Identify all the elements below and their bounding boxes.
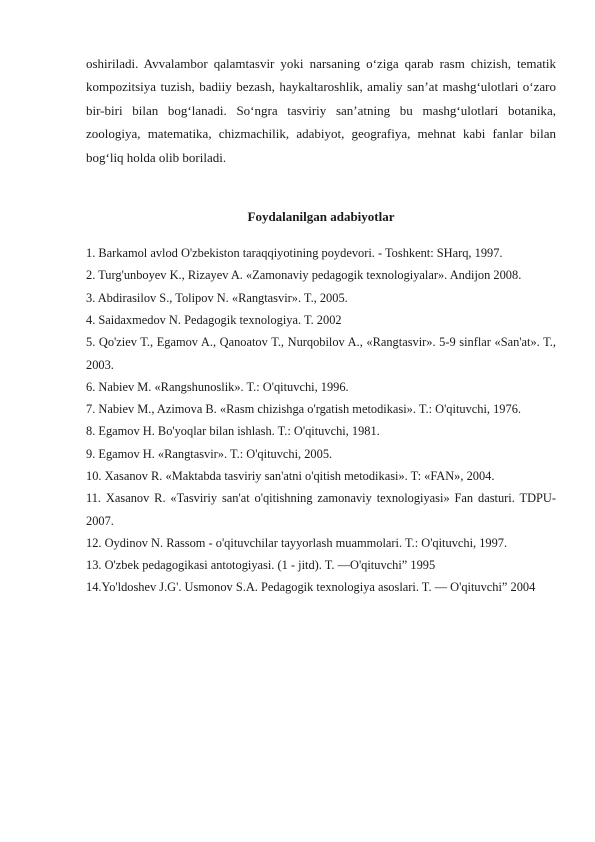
reference-item: 5. Qo'ziev T., Egamov A., Qanoatov T., Nurqobilov A., «Rangtasvir». 5-9 sinflar «San'at». T., 2003. bbox=[86, 335, 556, 372]
reference-item: 10. Xasanov R. «Maktabda tasviriy san'atni o'qitish metodikasi». T: «FAN», 2004. bbox=[86, 469, 495, 483]
reference-item: 9. Egamov H. «Rangtasvir». T.: O'qituvchi, 2005. bbox=[86, 446, 333, 461]
reference-item: 3. Abdirasilov S., Tolipov N. «Rangtasvir». T., 2005. bbox=[86, 290, 348, 305]
reference-item: 2. Turg'unboyev K., Rizayev A. «Zamonaviy pedagogik texnologiyalar». Andijon 2008. bbox=[86, 268, 522, 283]
reference-item: 8. Egamov H. Bo'yoqlar bilan ishlash. T.: O'qituvchi, 1981. bbox=[86, 424, 380, 439]
reference-item: 11. Xasanov R. «Tasviriy san'at o'qitishning zamonaviy texnologiyasi» Fan dasturi. TDPU- 2007. bbox=[86, 491, 556, 528]
reference-item: 12. Oydinov N. Rassom - o'qituvchilar tayyorlash muammolari. T.: O'qituvchi, 1997. bbox=[86, 535, 508, 550]
reference-item: 7. Nabiev M., Azimova B. «Rasm chizishga o'rgatish metodikasi». T.: O'qituvchi, 1976. bbox=[86, 402, 521, 417]
document-page bbox=[86, 52, 556, 599]
reference-item: 6. Nabiev M. «Rangshunoslik». T.: O'qituvchi, 1996. bbox=[86, 379, 349, 394]
reference-item: 1. Barkamol avlod O'zbekiston taraqqiyotining poydevori. - Toshkent: SHarq, 1997. bbox=[86, 246, 503, 261]
references-list bbox=[86, 242, 556, 599]
reference-item: 4. Saidaxmedov N. Pedagogik texnologiya. T. 2002 bbox=[86, 312, 342, 327]
reference-item: 14.Yo'ldoshev J.G'. Usmonov S.A. Pedagogik texnologiya asoslari. T. ― O'qituvchi” 2004 bbox=[86, 580, 536, 595]
reference-item: 13. O'zbek pedagogikasi antotogiyasi. (1 - jitd). T. ―O'qituvchi” 1995 bbox=[86, 558, 436, 573]
intro-paragraph: oshiriladi. Avvalambor qalamtasvir yoki narsaning o‘ziga qarab rasm chizish, tematik kompozitsiya tuzish, badiiy bezash, haykaltaroshlik, amaliy san’at mashg‘ulotlari o‘zaro bir-biri bilan bog‘lanadi. So‘ngra tasviriy san’atning bu mashg‘ulotlari botanika, zoologiya, matematika, chizmachilik, adabiyot, geografiya, mehnat kabi fanlar bilan bog‘liq holda olib boriladi. bbox=[86, 56, 556, 165]
references-heading: Foydalanilgan adabiyotlar bbox=[247, 209, 395, 225]
